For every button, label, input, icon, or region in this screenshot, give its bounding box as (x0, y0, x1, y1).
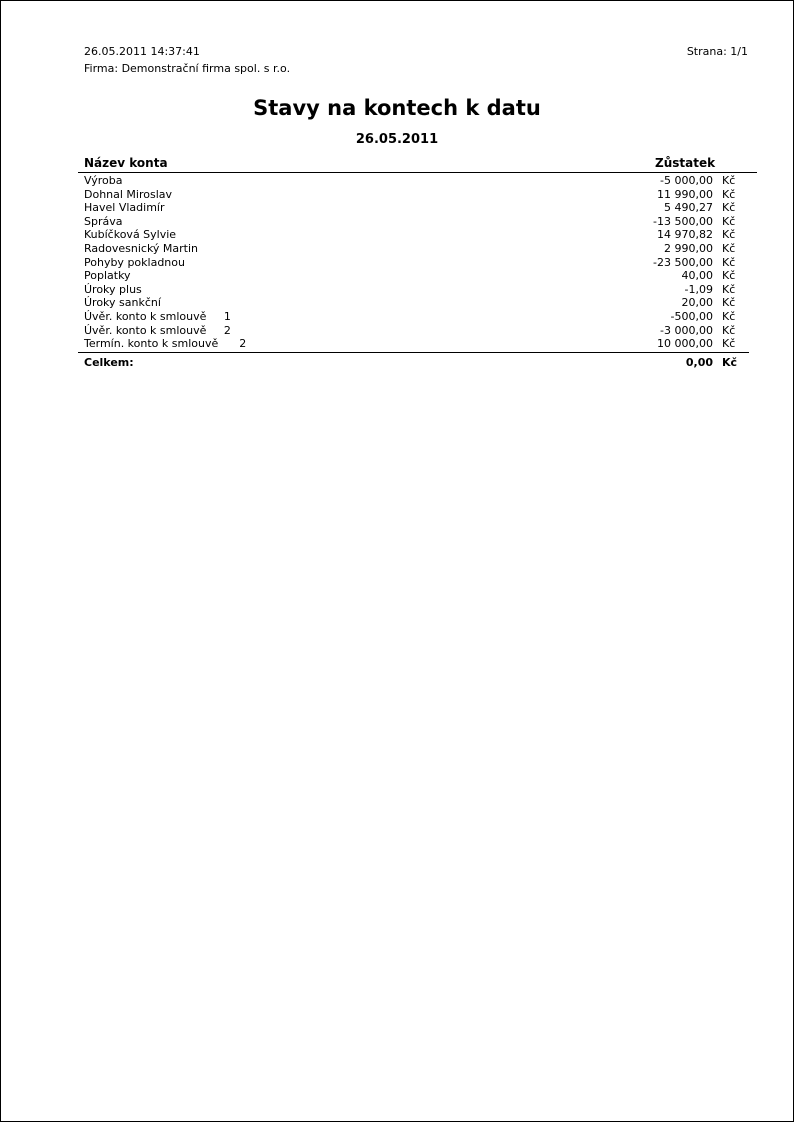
firm-name: Firma: Demonstrační firma spol. s r.o. (84, 62, 291, 75)
account-balance: 10 000,00 (657, 337, 713, 351)
account-name: Termín. konto k smlouvě 2 (84, 337, 247, 351)
account-name: Úroky sankční (84, 296, 161, 310)
account-name: Dohnal Miroslav (84, 187, 173, 201)
total-currency: Kč (722, 356, 738, 369)
account-row (1, 242, 794, 256)
account-balance: 11 990,00 (657, 187, 713, 201)
column-header-balance: Zůstatek (655, 156, 716, 170)
account-row (1, 174, 794, 188)
account-currency: Kč (722, 337, 736, 351)
account-name: Poplatky (84, 269, 131, 283)
account-currency: Kč (722, 241, 736, 255)
account-row (1, 215, 794, 229)
account-name: Výroba (84, 174, 123, 187)
total-divider (78, 352, 749, 353)
account-currency: Kč (722, 269, 736, 283)
account-currency: Kč (722, 201, 736, 215)
account-balance: -500,00 (670, 309, 713, 323)
account-currency: Kč (722, 228, 736, 242)
account-currency: Kč (722, 323, 736, 337)
account-currency: Kč (722, 255, 736, 269)
account-currency: Kč (722, 309, 736, 323)
report-title: Stavy na kontech k datu (253, 96, 541, 120)
account-row (1, 188, 794, 202)
account-currency: Kč (722, 214, 736, 228)
account-row (1, 337, 794, 351)
account-currency: Kč (722, 187, 736, 201)
account-balance: -5 000,00 (660, 174, 713, 187)
account-row (1, 256, 794, 270)
account-name: Úvěr. konto k smlouvě 1 (84, 309, 231, 323)
account-name: Úroky plus (84, 282, 142, 296)
report-date: 26.05.2011 (355, 132, 439, 147)
total-amount: 0,00 (685, 356, 713, 369)
column-header-account-name: Název konta (84, 156, 168, 170)
account-row (1, 324, 794, 338)
account-balance: 20,00 (681, 296, 713, 310)
account-currency: Kč (722, 282, 736, 296)
account-row (1, 283, 794, 297)
page-number: Strana: 1/1 (686, 45, 748, 58)
account-name: Úvěr. konto k smlouvě 2 (84, 323, 231, 337)
print-datetime: 26.05.2011 14:37:41 (84, 45, 200, 58)
account-name: Kubíčková Sylvie (84, 228, 177, 242)
account-balance: 14 970,82 (657, 228, 713, 242)
account-balance: 40,00 (681, 269, 713, 283)
account-balance: 5 490,27 (664, 201, 713, 215)
account-name: Pohyby pokladnou (84, 255, 185, 269)
account-balance: -3 000,00 (660, 323, 713, 337)
account-balance: -23 500,00 (653, 255, 713, 269)
account-row (1, 296, 794, 310)
account-list (1, 174, 794, 351)
account-row (1, 201, 794, 215)
account-currency: Kč (722, 296, 736, 310)
account-row (1, 310, 794, 324)
account-balance: -1,09 (684, 282, 713, 296)
account-balance: 2 990,00 (664, 241, 713, 255)
total-label: Celkem: (84, 356, 134, 369)
header-divider (78, 172, 757, 173)
account-name: Havel Vladimír (84, 201, 165, 215)
account-row (1, 269, 794, 283)
account-name: Správa (84, 214, 123, 228)
account-balance: -13 500,00 (653, 214, 713, 228)
account-name: Radovesnický Martin (84, 241, 199, 255)
account-row (1, 228, 794, 242)
account-currency: Kč (722, 174, 736, 187)
